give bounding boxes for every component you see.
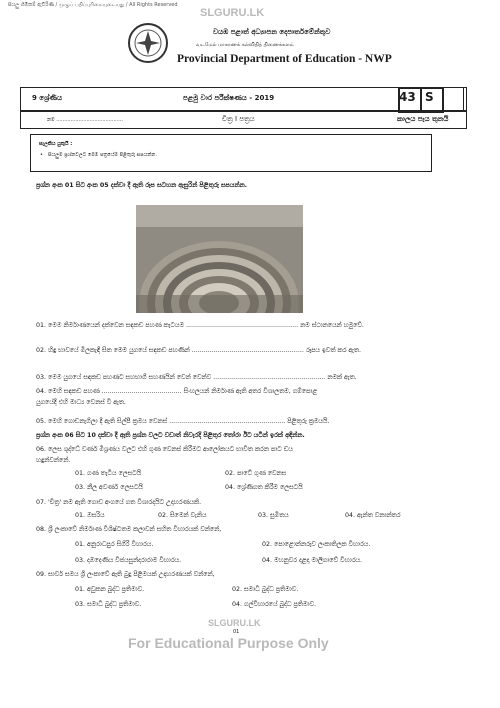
question-07: 07. 'චිත්‍ර' නම ඇති ගොඩ අංගයේ ගත විශාරදයිට උදාහරණයකි.: [36, 499, 202, 506]
q6-option-3[interactable]: 03. නීල අවර්ණ ලෙසටයි: [75, 484, 143, 491]
dept-tamil: வடமேல் மாகாணக் கல்விதித் திணைக்களம்: [196, 42, 294, 48]
name-label: නම ..........................................: [47, 117, 123, 123]
exam-letter: S: [425, 90, 434, 104]
emblem: [127, 22, 169, 64]
q8-option-4[interactable]: 04. මහනුවර දළදා මාලිගාවේ විහාරය.: [262, 557, 363, 564]
grade: 9 ශ්‍රේණිය: [32, 94, 62, 102]
exam-title: පළමු වාර පරීක්ෂණය - 2019: [183, 94, 275, 102]
q7-option-4[interactable]: 04. ඇන්ත වනාන්තර: [345, 512, 401, 519]
dept-english: Provincial Department of Education - NWP: [177, 53, 392, 65]
time: කාලය පැය තුනයි: [397, 115, 449, 123]
q9-option-1[interactable]: 01. අවුකන බුද්ධ ප්‍රතිමාව.: [75, 586, 145, 593]
question-04-cont: යුගයේදී එහි මාධ්‍ය වෙනස් වී ඇත.: [36, 399, 126, 406]
q6-option-1[interactable]: 01. ගණ තැටිය ලෙසටයි: [75, 470, 142, 477]
watermark-bottom: SLGURU.LK: [208, 618, 261, 628]
q7-option-2[interactable]: 02. සිමෙන් වැනිය: [158, 512, 207, 519]
purpose-note: For Educational Purpose Only: [128, 635, 329, 651]
blank-box: [442, 87, 464, 111]
q9-option-2[interactable]: 02. සමාධි බුද්ධ ප්‍රතිමාව.: [232, 586, 299, 593]
question-03: 03. මෙම යුගයේ සඳකඩ පහණට සහභාගී සහණයින් වෙන් වෙන්ව ........................................................ නමක් ඇත.: [36, 374, 357, 381]
page-number: 01: [233, 629, 240, 635]
exam-code: 43: [399, 90, 416, 104]
q8-option-2[interactable]: 02. පොළොන්නරුව ලංකාතිලක විහාරය.: [262, 541, 371, 548]
question-09: 09. සාර්ව සමය ශ්‍රී ලංකාවේ ඇති බුදු පිළිමයක් උදාහරණයක් වන්නේ,: [36, 571, 215, 578]
instructions-title: සැලකිය යුතුයි :: [39, 141, 73, 147]
question-02: 02. හිඳු භාවයේ මිලකැඳී සිත මෙම යුගයේ සඳකඩ පහණින් ........................................................ රූපය ඉවත් කර ඇත.: [36, 347, 361, 354]
q9-option-3[interactable]: 03. සමාධි බුද්ධ ප්‍රතිමාව.: [75, 601, 142, 608]
instructions-item: සියලුම ප්‍රශ්නවලට මෙම පත්‍රයේම පිළිතුරු සපයන්න.: [48, 152, 157, 158]
q8-option-1[interactable]: 01. අනුරාධපුර සිගිරි විහාරය.: [75, 541, 154, 548]
q7-option-1[interactable]: 01. ඔසරිය: [75, 512, 105, 519]
dept-sinhala: වයඹ පළාත් අධ්‍යාපන දෙපාර්තමේන්තුව: [213, 28, 331, 36]
intro-b: ප්‍රශ්න අංක 06 සිට 10 දක්වා දී ඇති ප්‍රශ්න වලට වඩාත් නිවැරදි පිළිතුර තෝරා ඊට යටින් ඉරක් අඳින්න.: [36, 432, 305, 439]
q6-option-4[interactable]: 04. ශ්‍රේණිගත කිරීම ලෙසටයි: [225, 484, 303, 491]
question-06-cont: හඳුන්වන්නේ.: [36, 457, 71, 464]
q7-option-3[interactable]: 03. සුමිතය: [258, 512, 289, 519]
moonstone-image: [136, 205, 303, 313]
question-08: 08. ශ්‍රී ලංකාවේ නිර්මාණ විශිෂ්ටතම කලාවන් සහිත විහාරයක් වන්නේ,: [36, 526, 222, 533]
top-note: සියලු හිමිකම් ඇවිරිණි / முழுப் பதிப்புரிமையுடையது / All Rights Reserved: [8, 2, 178, 8]
watermark-top: SLGURU.LK: [200, 7, 265, 19]
q6-option-2[interactable]: 02. පාටේ ගුණ වෙනස: [225, 470, 287, 477]
q9-option-4[interactable]: 04. ගල්විහාරයේ බුද්ධ ප්‍රතිමාව.: [232, 601, 316, 608]
q8-option-3[interactable]: 03. දඹදෙණිය විජයසුන්දරාරාම විහාරය.: [75, 557, 182, 564]
question-04: 04. මෙහි සඳකඩ පහණ ........................................ සිංහලයන් නිර්මාණ ඇති අතර විශාලතම, ගම්පොළ: [36, 388, 318, 395]
instructions-bullet-icon: •: [40, 152, 43, 158]
intro: ප්‍රශ්න අංක 01 සිට අංක 05 දක්වා දී ඇති රූප සටහන ඇසුරින් පිළිතුරු සපයන්න.: [36, 182, 247, 189]
question-06: 06. ලෙස ශුද්ධේ වර්ණ මිශ්‍රණය වලට එහි ගුණ වෙනස් කිරීමට ආලෝකයට භාවිත කරන පාට ඩය: [36, 446, 293, 453]
subject: චිත්‍ර I පත්‍රය: [222, 115, 255, 123]
question-01: 01. මෙම නිර්මාණයෙන් දක්වෙන සඳකඩ පහණ කැටයම ........................................................ නම ස්ථානයෙන් හමුවේ.: [36, 322, 364, 329]
question-05: 05. මෙහි ගොඩනැගිලා දී ඇති සිල්පී ක්‍රමය වෙනස් .......................................................... පිළිතුරු ක්‍රමයයි.: [36, 418, 330, 425]
